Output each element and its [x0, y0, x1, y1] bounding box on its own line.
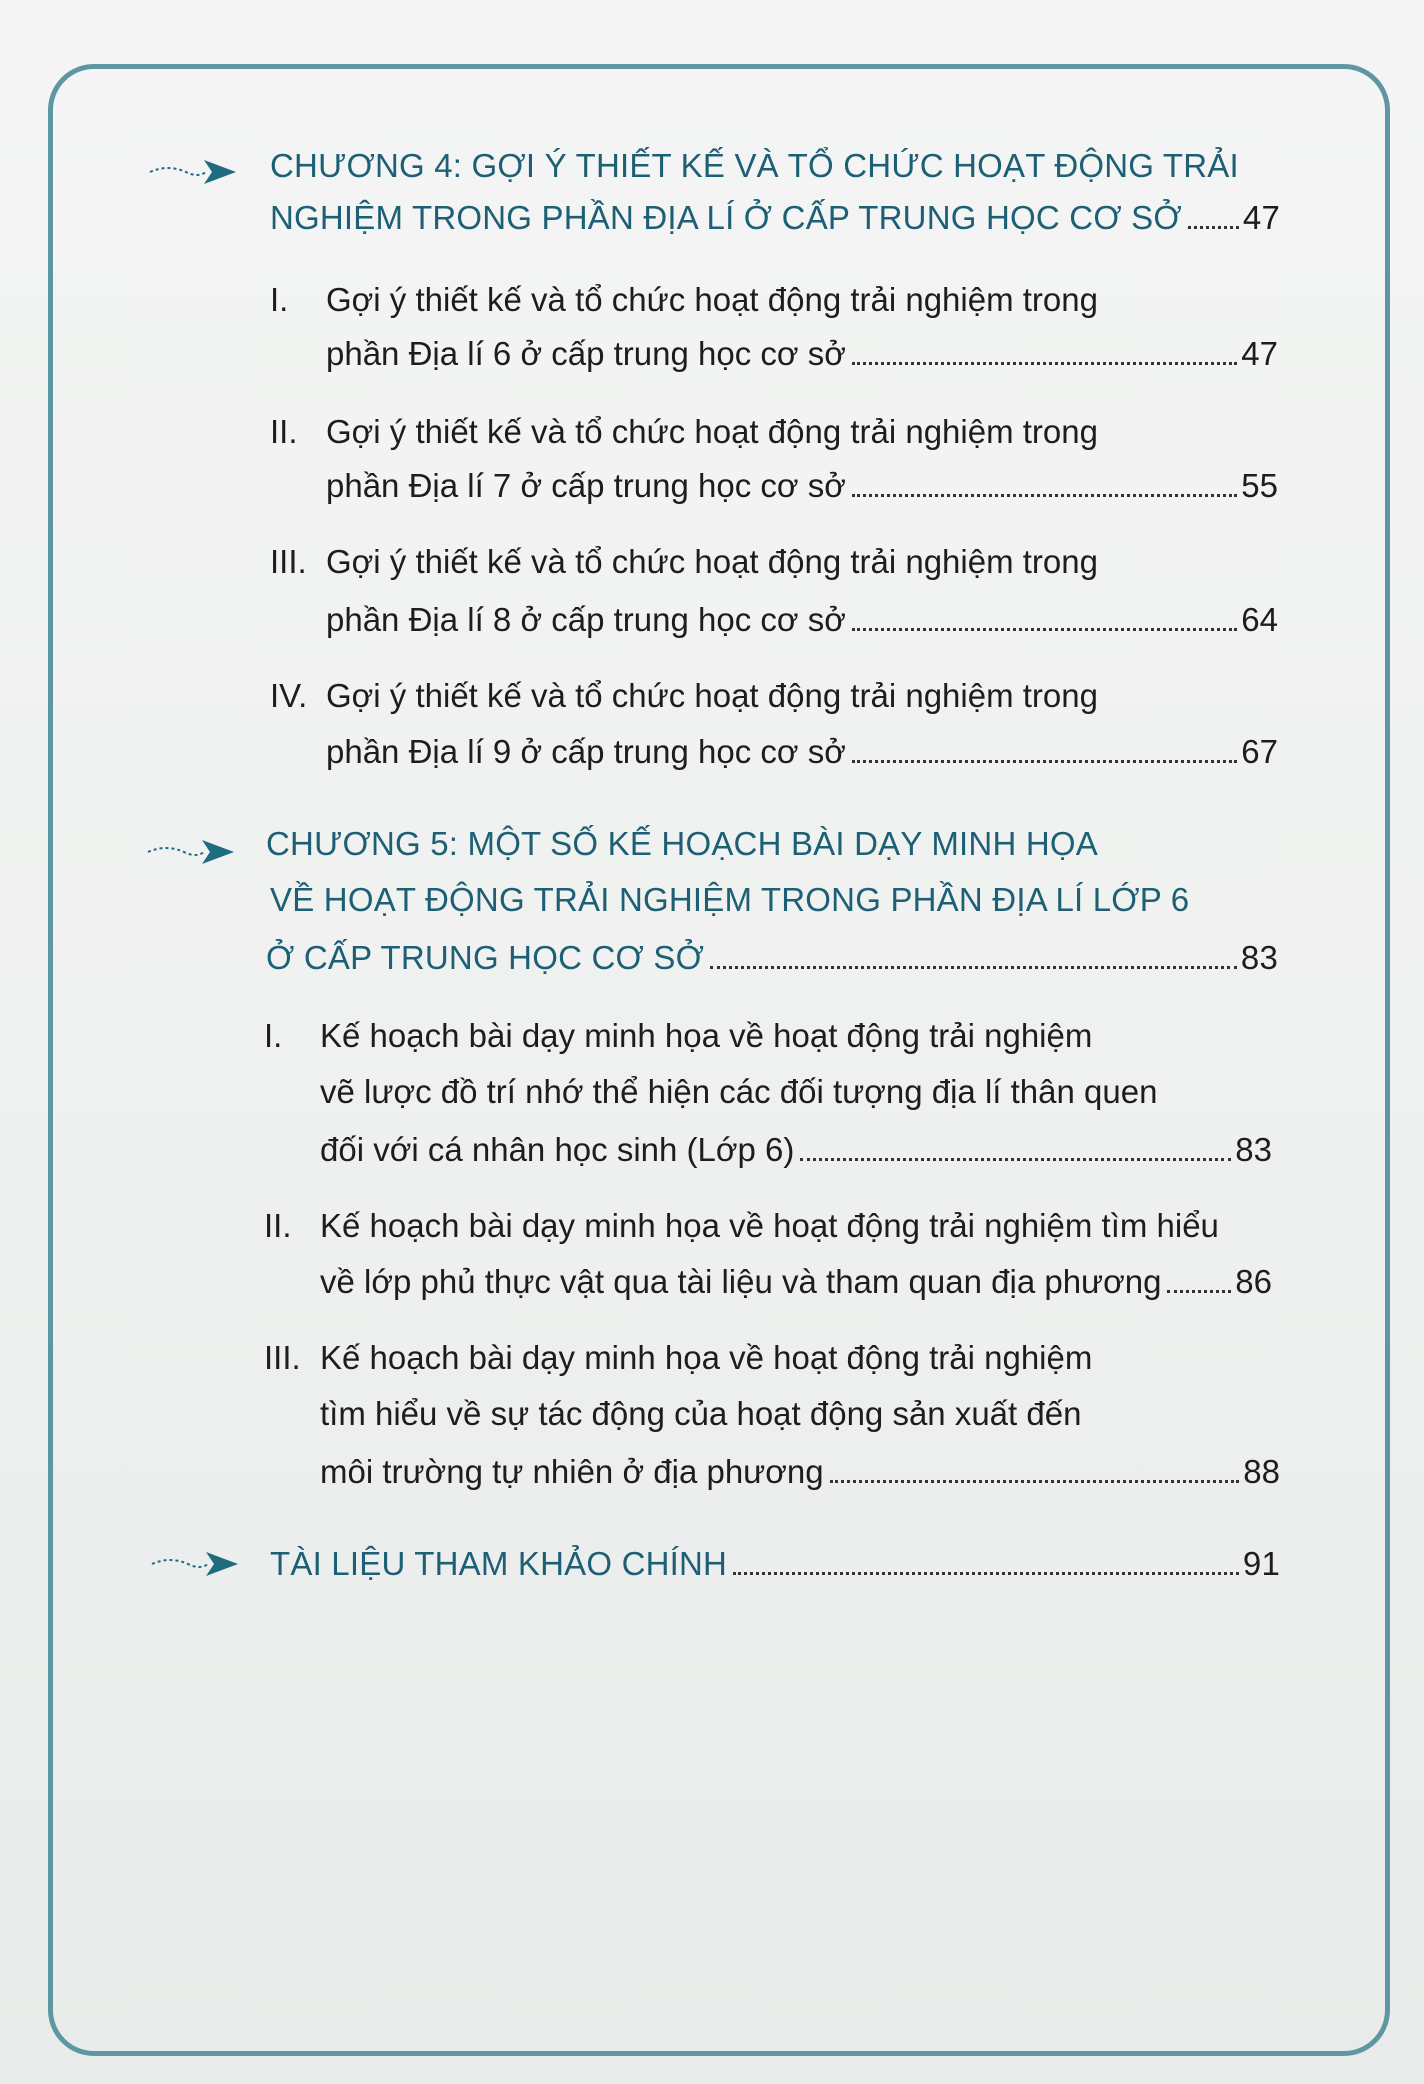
chapter-title-line-2: NGHIỆM TRONG PHẦN ĐỊA LÍ Ở CẤP TRUNG HỌC CƠ SỞ 47 — [270, 199, 1280, 236]
page-number: 91 — [1242, 1545, 1280, 1582]
chapter-title-line-1: CHƯƠNG 5: MỘT SỐ KẾ HOẠCH BÀI DẠY MINH HỌA — [266, 825, 1098, 862]
item-line-1: Gợi ý thiết kế và tổ chức hoạt động trải nghiệm trong — [326, 281, 1098, 318]
item-line-1: Kế hoạch bài dạy minh họa về hoạt động trải nghiệm tìm hiểu — [320, 1207, 1219, 1244]
roman-numeral: III. — [264, 1339, 301, 1376]
page-number: 47 — [1241, 335, 1278, 372]
page-number: 83 — [1235, 1131, 1272, 1168]
item-line-2: phần Địa lí 9 ở cấp trung học cơ sở 67 — [326, 733, 1278, 770]
arrow-icon — [148, 156, 238, 188]
roman-numeral: I. — [270, 281, 289, 318]
item-line-2: vẽ lược đồ trí nhớ thể hiện các đối tượng địa lí thân quen — [320, 1073, 1158, 1110]
page-number: 67 — [1241, 733, 1278, 770]
arrow-icon — [146, 836, 236, 868]
page-number: 88 — [1243, 1453, 1280, 1490]
item-line-1: Kế hoạch bài dạy minh họa về hoạt động trải nghiệm — [320, 1339, 1093, 1376]
item-line-2: phần Địa lí 6 ở cấp trung học cơ sở 47 — [326, 335, 1278, 372]
item-line-1: Gợi ý thiết kế và tổ chức hoạt động trải nghiệm trong — [326, 413, 1098, 450]
roman-numeral: III. — [270, 543, 307, 580]
item-line-3: môi trường tự nhiên ở địa phương 88 — [320, 1453, 1280, 1490]
references-title: TÀI LIỆU THAM KHẢO CHÍNH 91 — [270, 1545, 1280, 1582]
roman-numeral: II. — [264, 1207, 292, 1244]
roman-numeral: I. — [264, 1017, 283, 1054]
page-number: 55 — [1241, 467, 1278, 504]
item-line-2: tìm hiểu về sự tác động của hoạt động sản xuất đến — [320, 1395, 1082, 1432]
arrow-icon — [150, 1548, 240, 1580]
item-line-1: Gợi ý thiết kế và tổ chức hoạt động trải nghiệm trong — [326, 677, 1098, 714]
roman-numeral: IV. — [270, 677, 308, 714]
page-number: 83 — [1240, 939, 1278, 976]
item-line-2: phần Địa lí 7 ở cấp trung học cơ sở 55 — [326, 467, 1278, 504]
chapter-title-line-1: CHƯƠNG 4: GỢI Ý THIẾT KẾ VÀ TỔ CHỨC HOẠT ĐỘNG TRẢI — [270, 147, 1239, 184]
chapter-title-line-2: VỀ HOẠT ĐỘNG TRẢI NGHIỆM TRONG PHẦN ĐỊA LÍ LỚP 6 — [270, 881, 1190, 918]
item-line-1: Gợi ý thiết kế và tổ chức hoạt động trải nghiệm trong — [326, 543, 1098, 580]
item-line-1: Kế hoạch bài dạy minh họa về hoạt động trải nghiệm — [320, 1017, 1093, 1054]
item-line-2: về lớp phủ thực vật qua tài liệu và tham quan địa phương 86 — [320, 1263, 1272, 1300]
item-line-2: phần Địa lí 8 ở cấp trung học cơ sở 64 — [326, 601, 1278, 638]
page-number: 64 — [1241, 601, 1278, 638]
page-number: 47 — [1242, 199, 1280, 236]
item-line-3: đối với cá nhân học sinh (Lớp 6) 83 — [320, 1131, 1272, 1168]
chapter-title-line-3: Ở CẤP TRUNG HỌC CƠ SỞ 83 — [266, 939, 1278, 976]
page-number: 86 — [1235, 1263, 1272, 1300]
roman-numeral: II. — [270, 413, 298, 450]
